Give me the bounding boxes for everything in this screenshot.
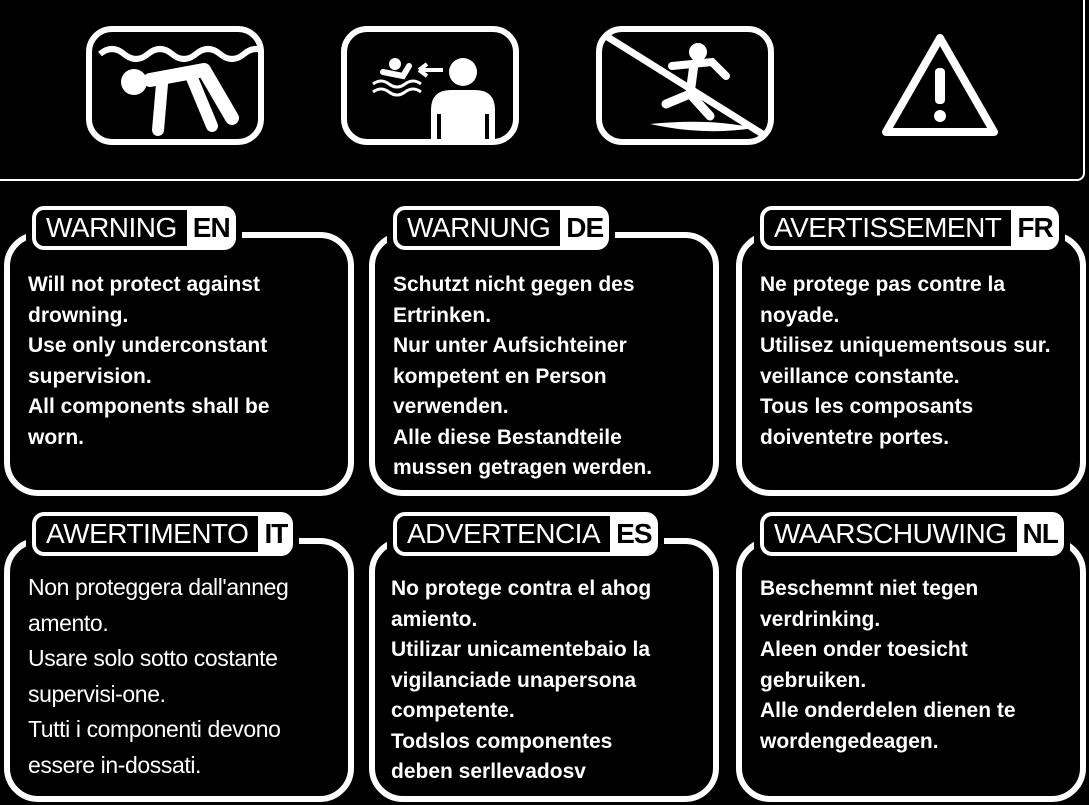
- text-line: Ne protege pas contre la: [760, 273, 1006, 296]
- panel-header: [387, 512, 664, 556]
- text-line: Use only underconstant: [28, 334, 268, 357]
- panel-title: WAARSCHUWING: [760, 512, 1017, 556]
- text-line: Utilizar unicamentebaio la: [391, 638, 651, 661]
- no-surfboard-icon: [596, 26, 774, 145]
- panel-title: AWERTIMENTO: [32, 512, 258, 556]
- text-line: deben serllevadosv: [391, 760, 586, 783]
- text-line: veillance constante.: [760, 364, 960, 388]
- text-line: wordengedeagen.: [760, 729, 939, 753]
- language-code: FR: [1011, 206, 1058, 250]
- text-line: Ertrinken.: [393, 303, 492, 327]
- text-line: Non proteggera dall'anneg: [28, 574, 289, 600]
- panel-text: [28, 270, 340, 453]
- panel-header: [26, 206, 242, 250]
- panel-text: [393, 270, 705, 484]
- text-line: vigilanciade unapersona: [391, 668, 637, 692]
- text-line: Schutzt nicht gegen des: [393, 273, 635, 296]
- text-line: Aleen onder toesicht: [760, 638, 968, 661]
- text-line: supervisi-one.: [28, 680, 166, 707]
- panel-header: [387, 206, 615, 250]
- warning-panel-en: [4, 206, 354, 496]
- panel-header: [754, 206, 1065, 250]
- warning-triangle-icon: [880, 28, 1000, 144]
- text-line: kompetent en Person: [393, 364, 607, 388]
- text-line: Will not protect against: [28, 273, 260, 296]
- warning-panel-es: [369, 512, 719, 802]
- warning-panel-nl: [736, 512, 1086, 802]
- text-line: doiventetre portes.: [760, 425, 950, 449]
- text-line: Nur unter Aufsichteiner: [393, 334, 627, 357]
- pictogram-bar: [0, 0, 1085, 181]
- warning-panel-fr: [736, 206, 1086, 496]
- text-line: Beschemnt niet tegen: [760, 577, 979, 600]
- panel-title: AVERTISSEMENT: [760, 206, 1011, 250]
- language-code: DE: [560, 206, 609, 250]
- text-line: worn.: [28, 425, 84, 449]
- text-line: competente.: [391, 699, 515, 722]
- panel-header: [754, 512, 1070, 556]
- supervision-required-icon: [341, 26, 519, 145]
- text-line: Todslos componentes: [391, 729, 613, 753]
- warning-panel-de: [369, 206, 719, 496]
- panel-title: WARNUNG: [393, 206, 560, 250]
- text-line: amiento.: [391, 607, 478, 631]
- no-swim-drowning-icon: [86, 26, 264, 145]
- text-line: All components shall be: [28, 395, 270, 418]
- panel-title: ADVERTENCIA: [393, 512, 610, 556]
- panel-text: [760, 574, 1072, 757]
- text-line: Usare solo sotto costante: [28, 645, 278, 671]
- language-code: IT: [258, 512, 293, 556]
- text-line: essere in-dossati.: [28, 751, 202, 778]
- warning-panel-it: [4, 512, 354, 802]
- panel-header: [26, 512, 299, 556]
- panel-title: WARNING: [32, 206, 187, 250]
- text-line: Utilisez uniquementsous sur.: [760, 334, 1051, 357]
- text-line: verwenden.: [393, 395, 509, 418]
- text-line: No protege contra el ahog: [391, 577, 652, 600]
- text-line: supervision.: [28, 364, 152, 388]
- language-code: ES: [610, 512, 657, 556]
- text-line: Alle diese Bestandteile: [393, 425, 622, 449]
- text-line: amento.: [28, 609, 109, 636]
- text-line: gebruiken.: [760, 668, 867, 692]
- text-line: mussen getragen werden.: [393, 456, 653, 479]
- text-line: Alle onderdelen dienen te: [760, 699, 1016, 722]
- text-line: noyade.: [760, 303, 840, 327]
- panel-text: [391, 574, 705, 788]
- text-line: Tutti i componenti devono: [28, 716, 281, 742]
- language-code: NL: [1017, 512, 1064, 556]
- panel-text: [28, 570, 340, 783]
- text-line: Tous les composants: [760, 395, 974, 418]
- text-line: drowning.: [28, 303, 129, 327]
- panel-text: [760, 270, 1082, 453]
- language-code: EN: [187, 206, 236, 250]
- text-line: verdrinking.: [760, 607, 881, 631]
